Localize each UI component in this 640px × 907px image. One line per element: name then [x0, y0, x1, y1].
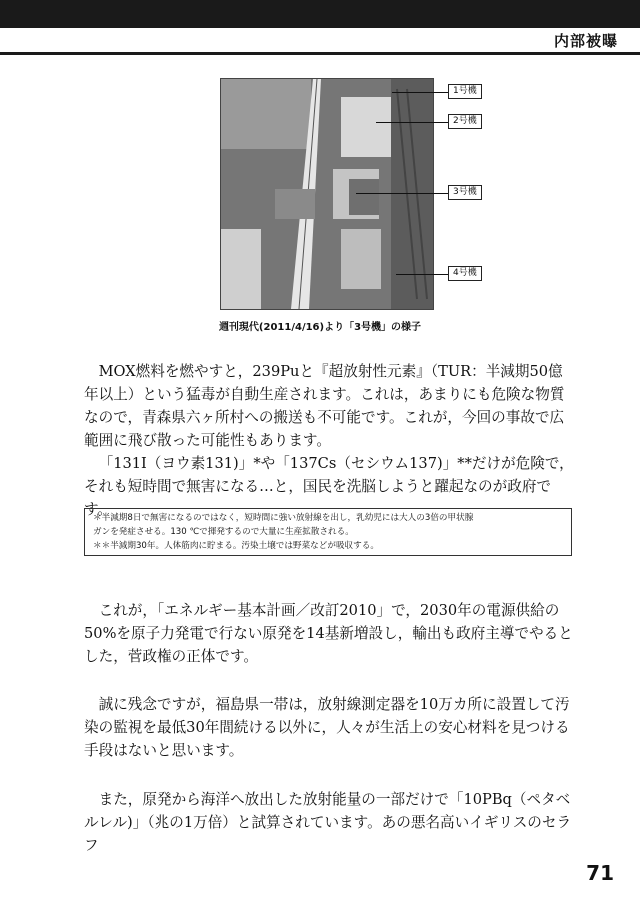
callout-unit4: 4号機 — [448, 266, 482, 281]
callout-unit3: 3号機 — [448, 185, 482, 200]
paragraph-2 — [84, 599, 574, 668]
section-title: 内部被曝 — [553, 32, 618, 50]
paragraph-1 — [84, 360, 574, 521]
paragraph-4 — [84, 788, 574, 857]
paragraph-2-text: これが，「エネルギー基本計画／改訂2010」で，2030年の電源供給の50%を原子力発電で行ない原発を14基新増設し，輸出も政府主導でやるとした，菅政権の正体です。 — [84, 602, 573, 665]
figure-caption: 週刊現代(2011/4/16)より「3号機」の様子 — [218, 322, 422, 333]
callout-line-unit4 — [396, 274, 448, 275]
callout-line-unit1 — [392, 92, 448, 93]
paragraph-3-text: 誠に残念ですが，福島県一帯は，放射線測定器を10万カ所に設置して汚染の監視を最低30年間続ける以外に，人々が生活上の安心材料を見つける手段はないと思います。 — [84, 696, 570, 759]
reactor-photo — [220, 78, 434, 310]
paragraph-3 — [84, 693, 574, 762]
page-number: 71 — [586, 861, 614, 885]
paragraph-4-text: また，原発から海洋へ放出した放射能量の一部だけで「10PBq（ペタベルレル)」（兆の1万倍）と試算されています。あの悪名高いイギリスのセラフ — [84, 791, 572, 854]
top-bar — [0, 0, 640, 28]
callout-unit1: 1号機 — [448, 84, 482, 99]
callout-unit2: 2号機 — [448, 114, 482, 129]
footnote-line-3: ＊＊半減期30年。人体筋肉に貯まる。汚染土壌では野菜などが吸収する。 — [93, 541, 379, 551]
footnote-line-1: ＊半減期8日で無害になるのではなく，短時間に強い放射線を出し，乳幼児には大人の3倍の甲状腺 — [93, 513, 474, 523]
callout-line-unit3 — [356, 193, 448, 194]
footnote-box — [84, 508, 572, 556]
paragraph-1-text-2: 「131Ⅰ（ヨウ素131)」*や「137Cs（セシウム137)」**だけが危険で，それも短時間で無害になる…と，国民を洗脳しようと躍起なのが政府です。 — [84, 455, 574, 518]
callout-line-unit2 — [376, 122, 448, 123]
section-rule — [0, 52, 640, 55]
footnote-line-2: ガンを発症させる。130 ℃で揮発するので大量に生産拡散される。 — [93, 527, 354, 537]
paragraph-1-text: MOX燃料を燃やすと，239Puと『超放射性元素』（TUR：半減期50億年以上）という猛毒が自動生産されます。これは，あまりにも危険な物質なので，青森県六ヶ所村への搬送も不可能です。これが，今回の事故で広範囲に飛び散った可能性もあります。 — [84, 363, 565, 449]
